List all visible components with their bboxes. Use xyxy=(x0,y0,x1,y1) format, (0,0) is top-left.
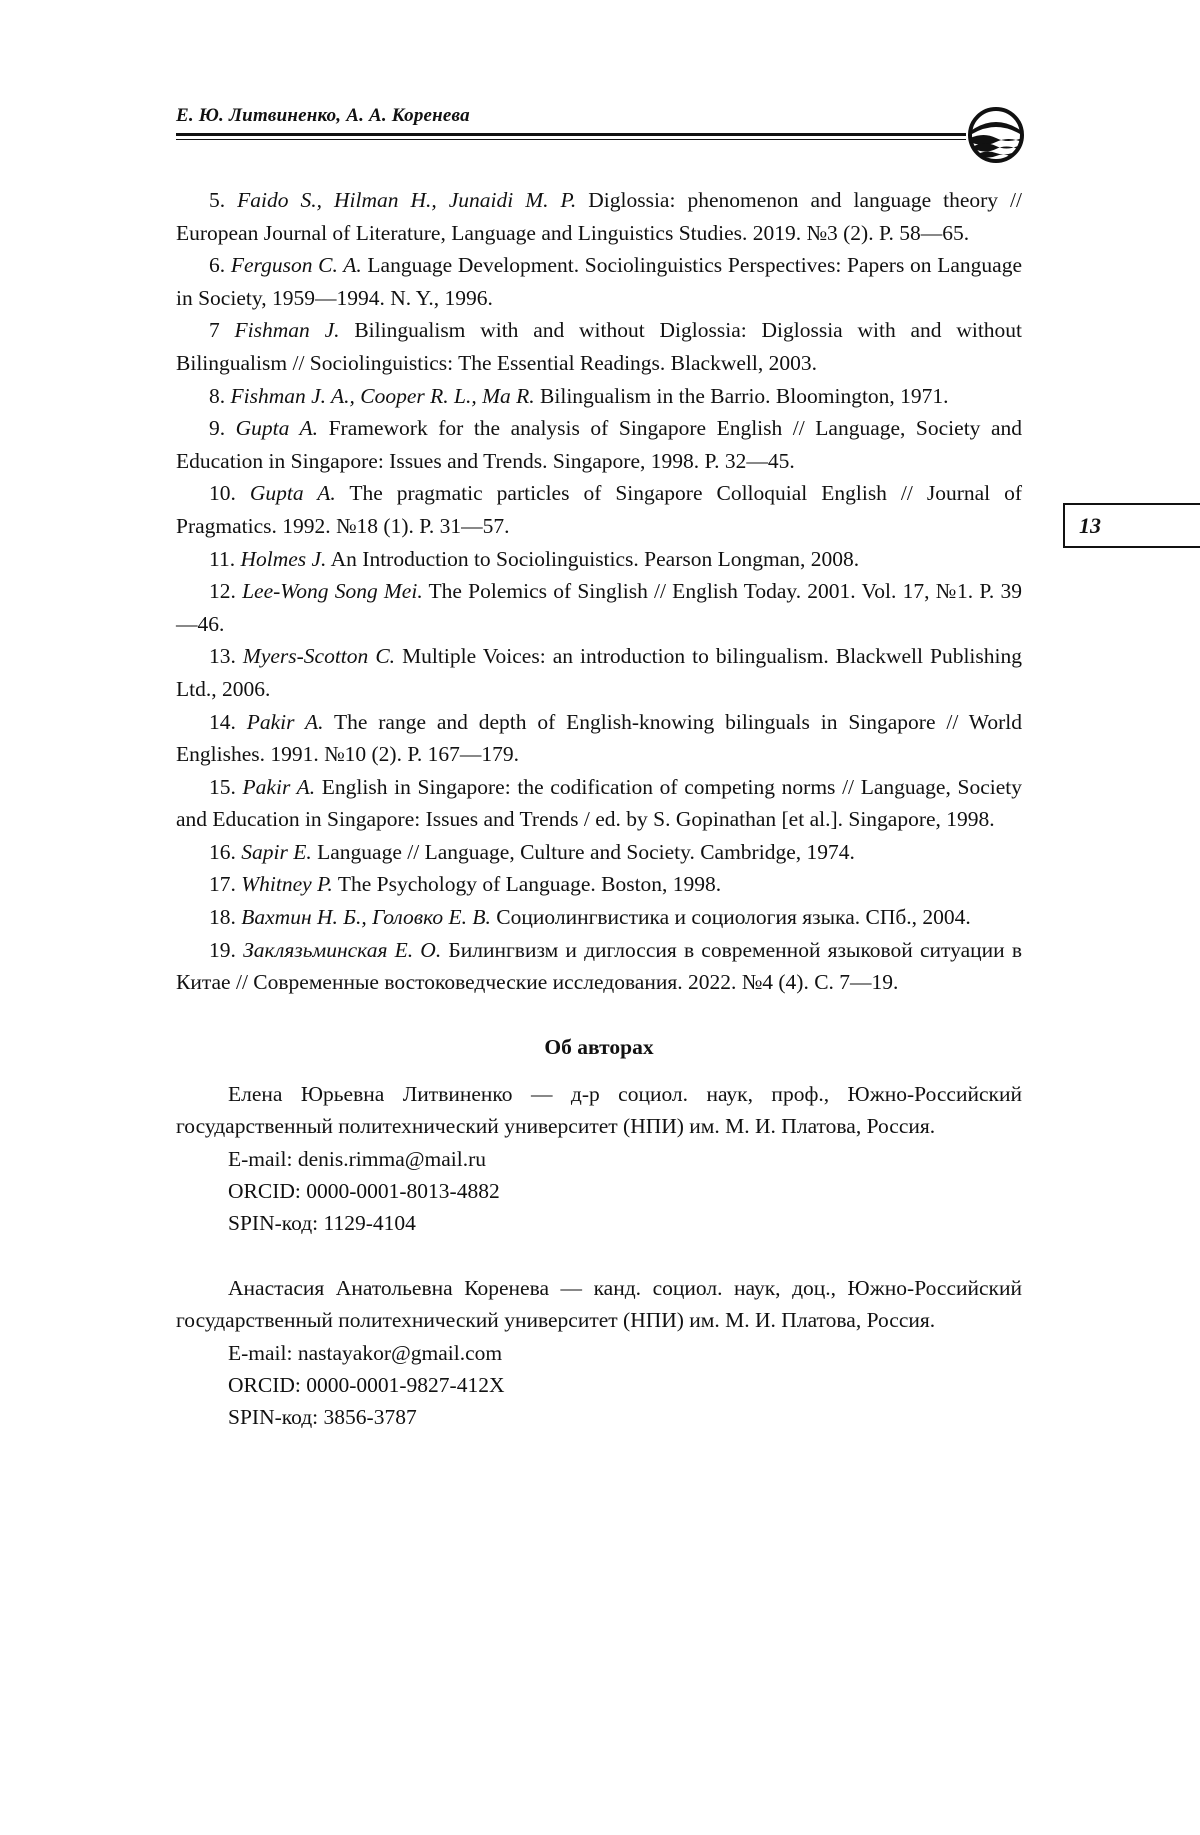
author-bio: Анастасия Анатольевна Коренева — канд. социол. наук, доц., Южно-Российский государственный политехнический университет (НПИ) им. М. И. Платова, Россия. xyxy=(176,1275,1022,1333)
reference-number: 7 xyxy=(209,318,220,343)
reference-number: 10. xyxy=(209,481,236,506)
reference-item xyxy=(176,412,1022,477)
reference-authors: Pakir A. xyxy=(246,709,324,734)
reference-text: The Polemics of Singlish // English Today. 2001. Vol. 17, №1. P. 39—46. xyxy=(176,579,1022,636)
reference-number: 11. xyxy=(209,546,236,571)
reference-text: Language // Language, Culture and Society. Cambridge, 1974. xyxy=(317,839,855,864)
reference-authors: Заклязьминская Е. О. xyxy=(243,937,442,962)
author-spin: SPIN-код: 3856-3787 xyxy=(228,1405,417,1430)
author-block xyxy=(176,1078,1022,1240)
reference-item xyxy=(176,640,1022,705)
reference-text: Multiple Voices: an introduction to bilingualism. Blackwell Publishing Ltd., 2006. xyxy=(176,644,1022,701)
header-rule-thick xyxy=(176,133,966,136)
running-header-authors: Е. Ю. Литвиненко, А. А. Коренева xyxy=(176,105,470,126)
reference-number: 17. xyxy=(209,872,236,897)
journal-wave-emblem-icon xyxy=(966,104,1026,166)
reference-item xyxy=(176,836,1022,869)
reference-number: 18. xyxy=(209,905,236,930)
reference-item xyxy=(176,314,1022,379)
author-email: E-mail: denis.rimma@mail.ru xyxy=(228,1147,487,1172)
reference-number: 16. xyxy=(209,839,236,864)
reference-authors: Вахтин Н. Б., Головко Е. В. xyxy=(241,905,491,930)
author-block xyxy=(176,1272,1022,1434)
reference-authors: Fishman J. A., Cooper R. L., Ma R. xyxy=(230,383,535,408)
reference-text: The range and depth of English-knowing bilinguals in Singapore // World Englishes. 1991. №10 (2). P. 167—179. xyxy=(176,709,1022,767)
reference-number: 13. xyxy=(209,644,236,669)
reference-authors: Gupta A. xyxy=(235,416,319,441)
reference-text: Bilingualism in the Barrio. Bloomington, 1971. xyxy=(540,383,949,408)
reference-authors: Holmes J. xyxy=(240,546,327,571)
reference-text: The pragmatic particles of Singapore Colloquial English // Journal of Pragmatics. 1992. №18 (1). P. 31—57. xyxy=(176,481,1023,538)
reference-text: Framework for the analysis of Singapore English // Language, Society and Education in Singapore: Issues and Trends. Singapore, 1998. P. 32—45. xyxy=(176,416,1022,473)
reference-number: 15. xyxy=(209,774,236,799)
reference-number: 5. xyxy=(209,188,226,212)
reference-item xyxy=(176,901,1022,934)
reference-authors: Whitney P. xyxy=(241,872,333,897)
author-email: E-mail: nastayakor@gmail.com xyxy=(228,1340,503,1365)
reference-list xyxy=(176,184,1022,999)
reference-authors: Fishman J. xyxy=(234,318,340,343)
reference-text: The Psychology of Language. Boston, 1998. xyxy=(337,872,722,897)
reference-number: 19. xyxy=(209,937,236,962)
reference-text: Социолингвистика и социология языка. СПб., 2004. xyxy=(496,905,971,930)
reference-authors: Gupta A. xyxy=(249,481,336,506)
reference-item xyxy=(176,543,1022,576)
page-content xyxy=(176,184,1022,1433)
author-spin: SPIN-код: 1129-4104 xyxy=(228,1211,416,1236)
reference-item xyxy=(176,706,1022,771)
reference-text: Diglossia: phenomenon and language theory // European Journal of Literature, Language and Linguistics Studies. 2019. №3 (2). P. 58—65. xyxy=(176,188,1022,245)
reference-number: 12. xyxy=(209,579,236,604)
reference-item xyxy=(176,771,1022,836)
reference-text: Билингвизм и диглоссия в современной языковой ситуации в Китае // Современные востоковедческие исследования. 2022. №4 (4). С. 7—19. xyxy=(176,937,1023,995)
reference-text: Language Development. Sociolinguistics Perspectives: Papers on Language in Society, 1959—1994. N. Y., 1996. xyxy=(176,253,1023,310)
reference-item xyxy=(176,380,1022,413)
author-orcid: ORCID: 0000-0001-9827-412X xyxy=(228,1373,505,1398)
reference-number: 8. xyxy=(209,383,226,408)
reference-authors: Lee-Wong Song Mei. xyxy=(242,579,423,604)
reference-authors: Myers-Scotton C. xyxy=(242,644,396,669)
header-rule-thin xyxy=(176,139,966,140)
reference-item xyxy=(176,249,1022,314)
reference-text: An Introduction to Sociolinguistics. Pearson Longman, 2008. xyxy=(330,546,860,571)
reference-authors: Ferguson C. A. xyxy=(230,253,362,278)
running-header xyxy=(176,104,1026,128)
author-bio: Елена Юрьевна Литвиненко — д-р социол. наук, проф., Южно-Российский государственный политехнический университет (НПИ) им. М. И. Платова, Россия. xyxy=(176,1081,1022,1139)
reference-number: 9. xyxy=(209,416,226,441)
reference-item xyxy=(176,575,1022,640)
reference-authors: Pakir A. xyxy=(242,774,316,799)
reference-item xyxy=(176,934,1022,999)
reference-text: Bilingualism with and without Diglossia: Diglossia with and without Bilingualism // Sociolinguistics: The Essential Readings. Blackwell, 2003. xyxy=(176,318,1023,375)
reference-number: 6. xyxy=(209,253,226,278)
reference-text: English in Singapore: the codification of competing norms // Language, Society and Education in Singapore: Issues and Trends / ed. by S. Gopinathan [et al.]. Singapore, 1998. xyxy=(176,774,1022,832)
author-orcid: ORCID: 0000-0001-8013-4882 xyxy=(228,1179,500,1204)
reference-authors: Faido S., Hilman H., Junaidi M. P. xyxy=(237,188,577,212)
reference-authors: Sapir E. xyxy=(241,839,312,864)
about-authors-title: Об авторах xyxy=(544,1034,654,1059)
reference-item xyxy=(176,477,1022,542)
page-number: 13 xyxy=(1063,503,1200,548)
reference-item xyxy=(176,184,1022,249)
reference-item xyxy=(176,868,1022,901)
reference-number: 14. xyxy=(209,709,236,734)
